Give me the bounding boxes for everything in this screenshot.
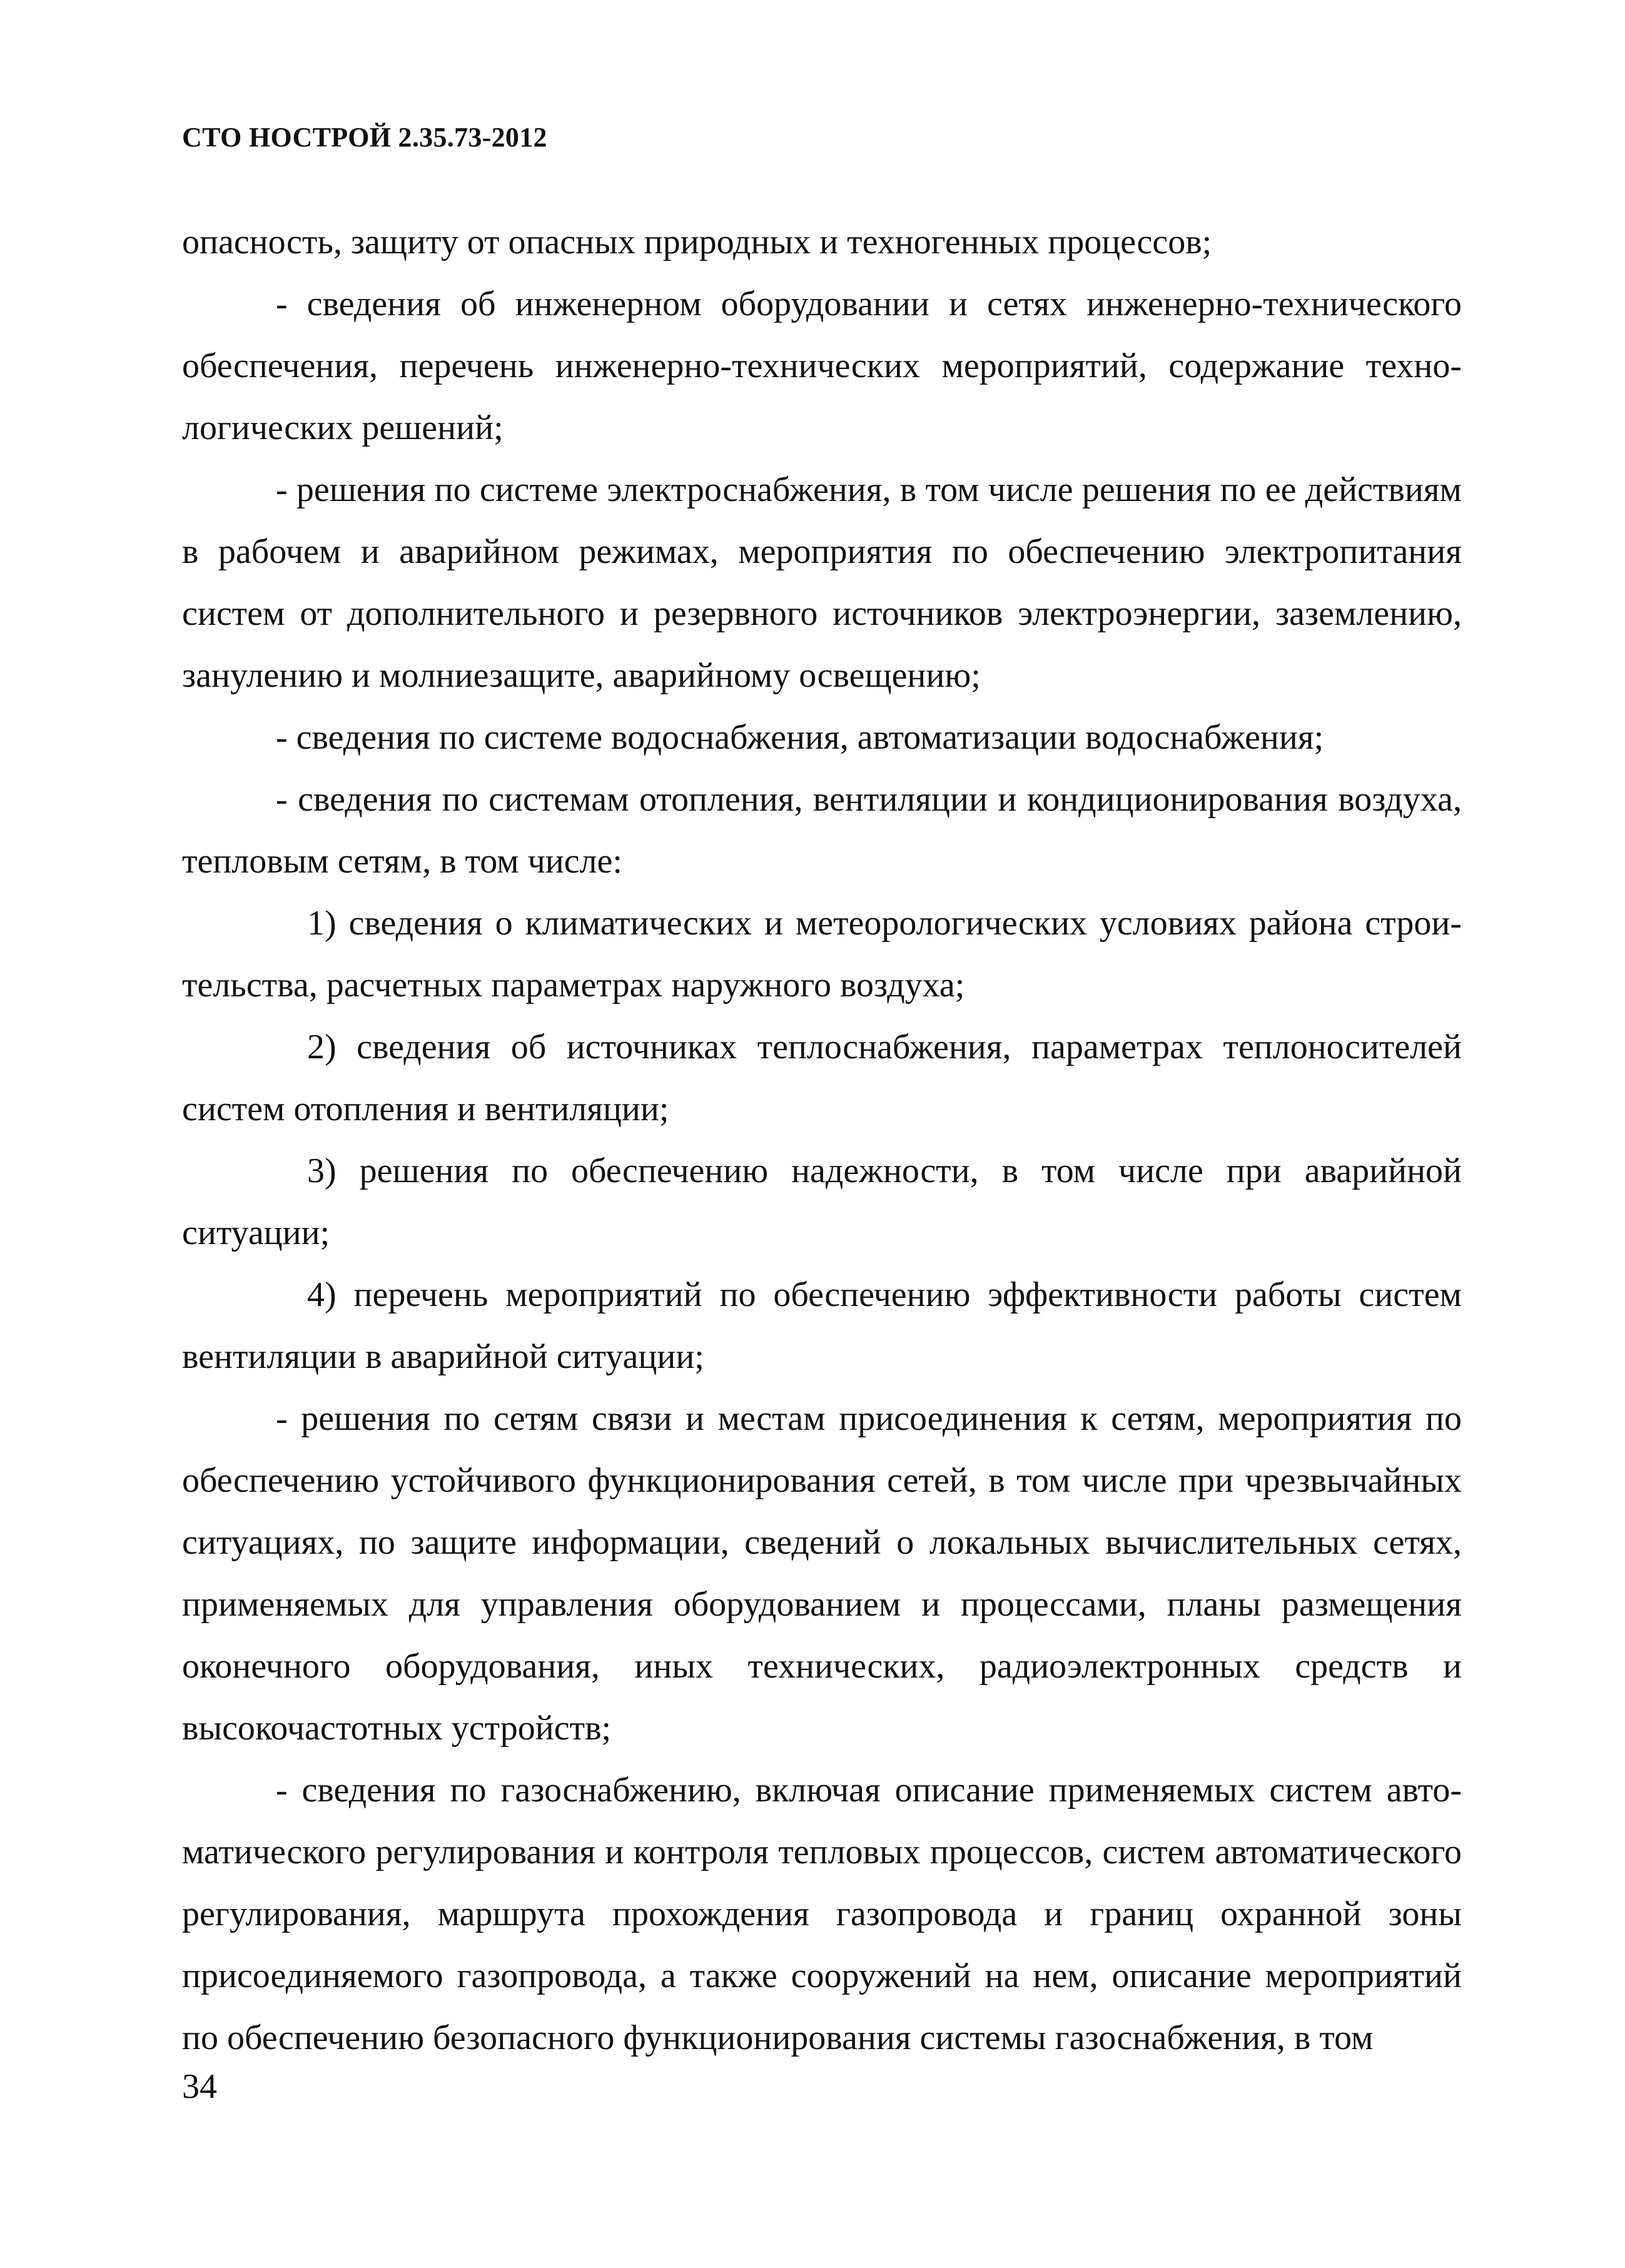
paragraph-heating-ventilation: - сведения по системам отопления, вентиляции и кондиционирования воздуха, тепловым сетям, в том числе: (182, 780, 1462, 881)
paragraph-engineering-equipment: - сведения об инженерном оборудовании и сетях инженерно-технического обеспечения, перечень инженерно-технических мероприятий, содержание технологических решений; (182, 285, 1462, 447)
paragraph-communication-networks: - решения по сетям связи и местам присоединения к сетям, мероприятия по обеспечению устойчивого функционирования сетей, в том числе при чрезвычайных ситуациях, по защите информации, сведений о локальных вычислительных сетях, применяемых для управления оборудованием и процессами, планы размещения оконечного оборудования, иных технических, радиоэлектронных средств и высокочастотных устройств; (182, 1399, 1462, 1748)
document-header: СТО НОСТРОЙ 2.35.73-2012 (182, 122, 547, 153)
list-item-heat-sources: 2) сведения об источниках теплоснабжения, параметрах теплоносителей систем отопления и вентиляции; (182, 1028, 1462, 1128)
paragraph-continuation: опасность, защиту от опасных природных и техногенных процессов; (182, 223, 1212, 261)
list-item-ventilation-efficiency: 4) перечень мероприятий по обеспечению эффективности работы систем вентиляции в аварийной ситуации; (182, 1275, 1462, 1376)
paragraph-water-supply: - сведения по системе водоснабжения, автоматизации водоснабжения; (276, 718, 1324, 757)
page-number: 34 (182, 2067, 217, 2106)
list-item-reliability: 3) решения по обеспечению надежности, в том числе при аварийной ситуации; (182, 1152, 1462, 1252)
paragraph-power-supply: - решения по системе электроснабжения, в том числе решения по ее действиям в рабочем и аварийном режимах, мероприятия по обеспечению электропитания систем от дополнительного и резервного источников электроэнергии, заземлению, занулению и молниезащите, аварийному освещению; (182, 470, 1462, 695)
document-body (182, 211, 1462, 2069)
list-item-climate: 1) сведения о климатических и метеорологических условиях района строительства, расчетных параметрах наружного воздуха; (182, 904, 1462, 1005)
paragraph-gas-supply: - сведения по газоснабжению, включая описание применяемых систем автоматического регулирования и контроля тепловых процессов, систем автоматического регулирования, маршрута прохождения газопровода и границ охранной зоны присоединяемого газопровода, а также сооружений на нем, описание мероприятий по обеспечению безопасного функционирования системы газоснабжения, в том (182, 1771, 1462, 2057)
